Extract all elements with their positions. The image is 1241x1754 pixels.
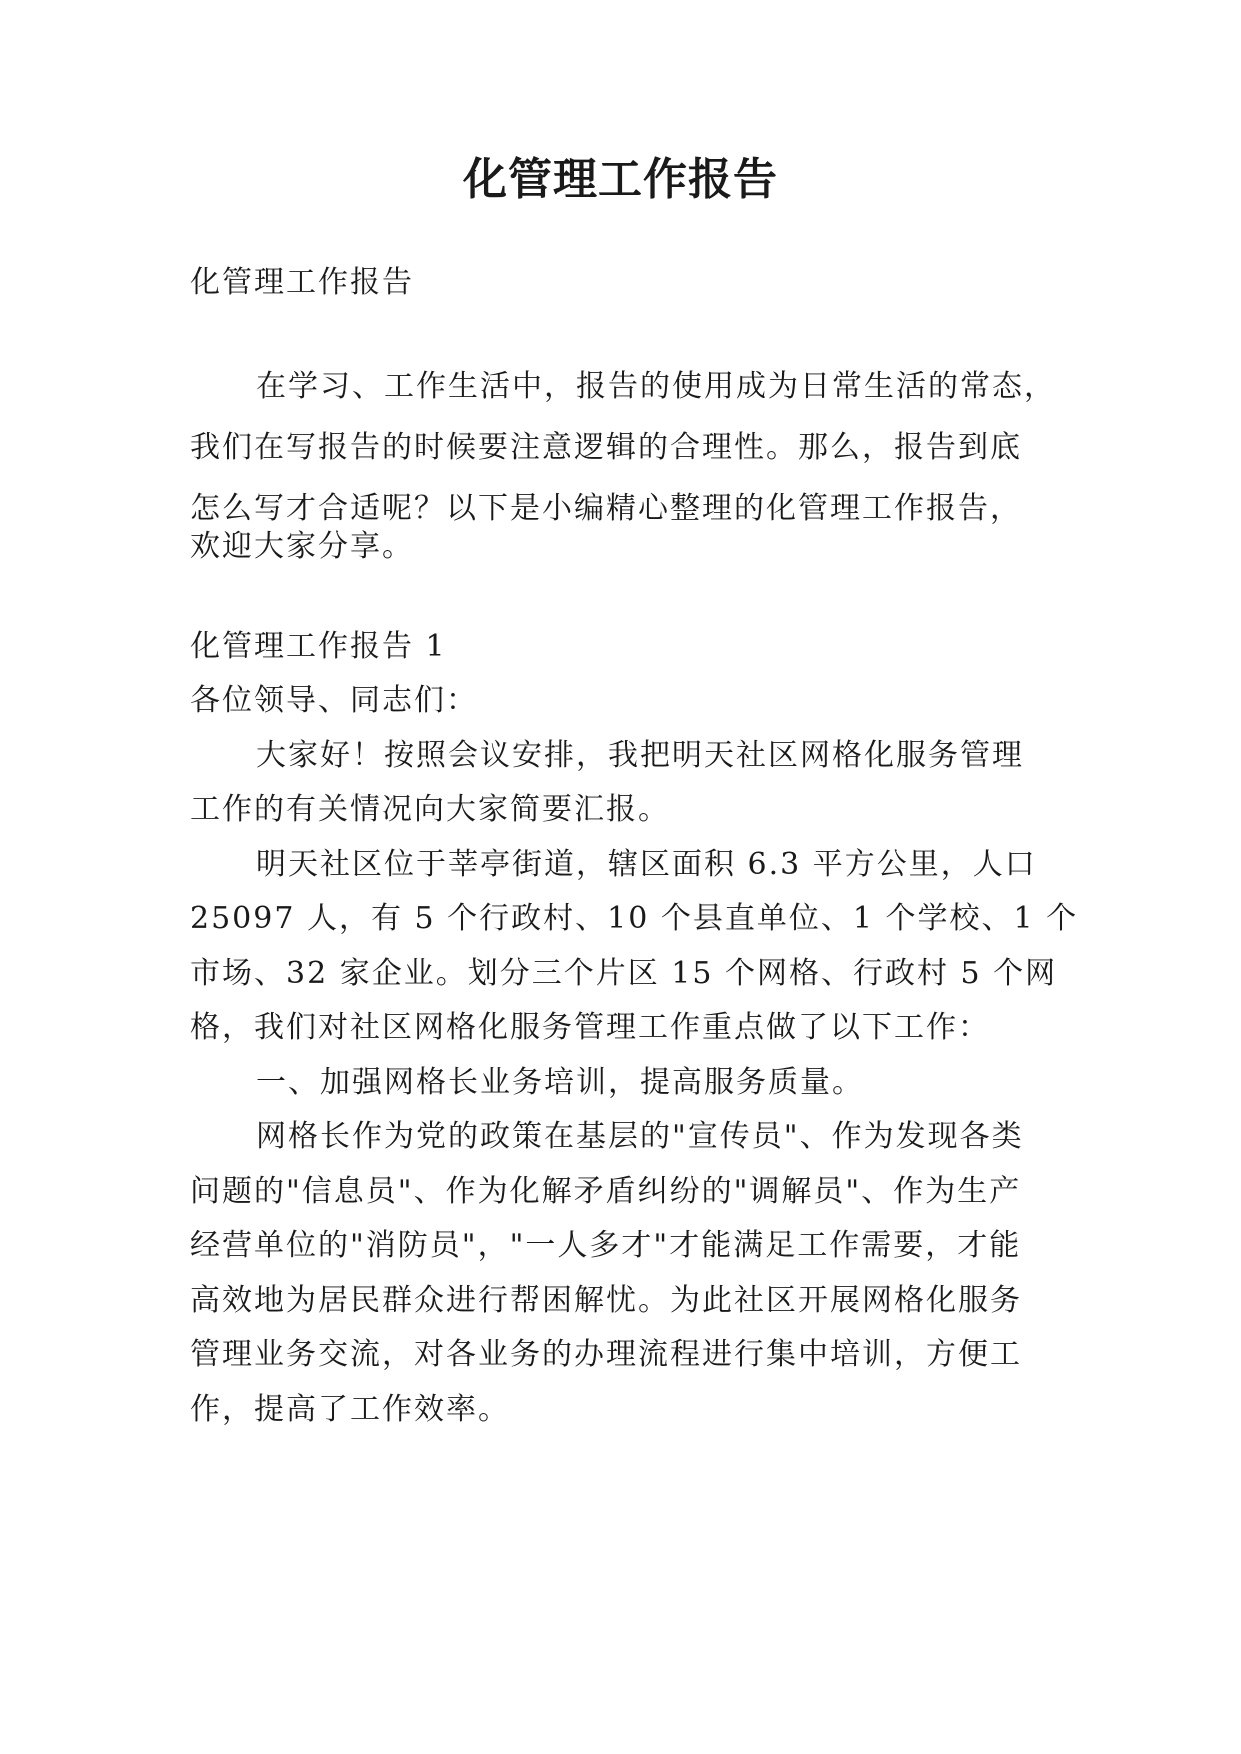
- section-point-one: 一、加强网格长业务培训，提高服务质量。: [256, 1065, 864, 1100]
- paragraph-4-line-3: 经营单位的"消防员"，"一人多才"才能满足工作需要，才能: [190, 1228, 1022, 1263]
- intro-line-4: 欢迎大家分享。: [190, 529, 414, 564]
- document-title: 化管理工作报告: [463, 154, 778, 205]
- paragraph-4-line-6: 作，提高了工作效率。: [190, 1392, 510, 1427]
- document-subtitle: 化管理工作报告: [190, 265, 414, 300]
- salutation: 各位领导、同志们：: [190, 683, 478, 718]
- section-heading: 化管理工作报告 1: [190, 629, 447, 664]
- paragraph-1-line-1: 大家好！按照会议安排，我把明天社区网格化服务管理: [256, 738, 1024, 773]
- paragraph-4-line-5: 管理业务交流，对各业务的办理流程进行集中培训，方便工: [190, 1337, 1022, 1372]
- paragraph-2-line-1: 明天社区位于莘亭街道，辖区面积 6.3 平方公里，人口: [256, 847, 1037, 882]
- paragraph-1-line-2: 工作的有关情况向大家简要汇报。: [190, 792, 670, 827]
- paragraph-4-line-1: 网格长作为党的政策在基层的"宣传员"、作为发现各类: [256, 1119, 1024, 1154]
- paragraph-2-line-3: 市场、32 家企业。划分三个片区 15 个网格、行政村 5 个网: [190, 956, 1058, 991]
- paragraph-4-line-2: 问题的"信息员"、作为化解矛盾纠纷的"调解员"、作为生产: [190, 1174, 1022, 1209]
- intro-line-1: 在学习、工作生活中，报告的使用成为日常生活的常态，: [256, 369, 1056, 404]
- paragraph-2-line-4: 格，我们对社区网格化服务管理工作重点做了以下工作：: [190, 1010, 990, 1045]
- intro-line-2: 我们在写报告的时候要注意逻辑的合理性。那么，报告到底: [190, 430, 1022, 465]
- intro-line-3: 怎么写才合适呢？以下是小编精心整理的化管理工作报告，: [190, 491, 1022, 526]
- paragraph-4-line-4: 高效地为居民群众进行帮困解忧。为此社区开展网格化服务: [190, 1283, 1022, 1318]
- paragraph-2-line-2: 25097 人，有 5 个行政村、10 个县直单位、1 个学校、1 个: [190, 901, 1079, 936]
